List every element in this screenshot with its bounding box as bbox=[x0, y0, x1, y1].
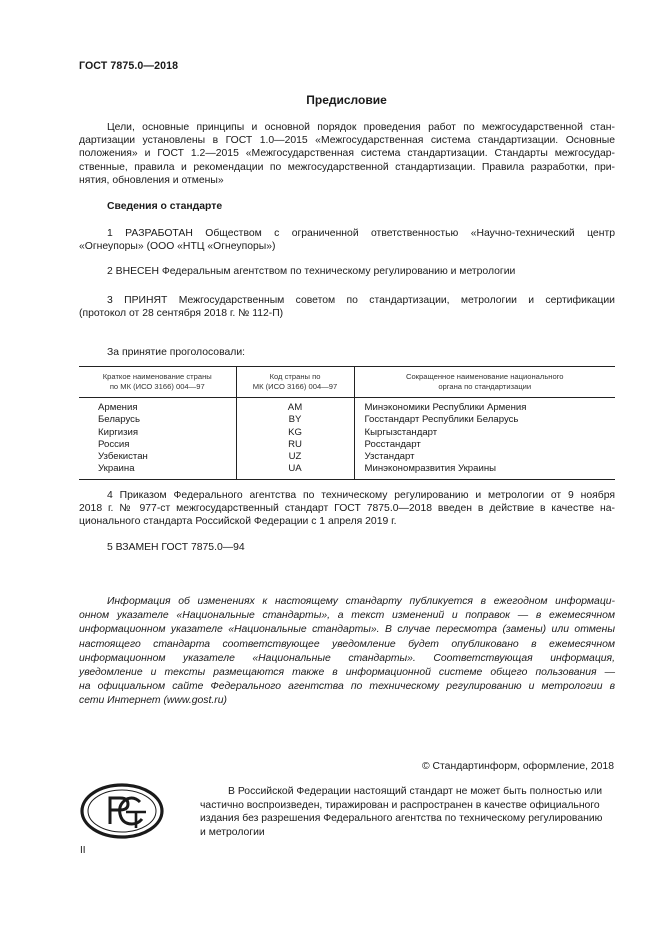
item-introduced: 2 ВНЕСЕН Федеральным агентством по техническому регулированию и метрологии bbox=[107, 266, 516, 277]
rst-seal-icon bbox=[80, 782, 164, 840]
table-row bbox=[79, 427, 615, 439]
country-cell: Россия bbox=[98, 438, 130, 450]
text-line: нятия, обновления и отмены» bbox=[79, 174, 224, 186]
text-line: «Огнеупоры» (ООО «НТЦ «Огнеупоры») bbox=[79, 241, 276, 253]
item-order bbox=[79, 489, 615, 529]
text-line: настоящего стандарта соответствующее уведомление будет опубликовано в ежемесячном bbox=[79, 638, 615, 650]
text-line: 4 Приказом Федерального агентства по техническому регулированию и метрологии от 9 ноября bbox=[107, 490, 615, 501]
page-title: Предисловие bbox=[306, 93, 387, 107]
body-cell: Кыргызстандарт bbox=[354, 427, 615, 439]
text-line: 1 РАЗРАБОТАН Обществом с ограниченной ответственностью «Научно-технический центр bbox=[107, 228, 615, 239]
column-header-country: Краткое наименование страны по МК (ИСО 3166) 004—97 bbox=[79, 367, 236, 398]
country-cell: Украина bbox=[79, 463, 236, 479]
country-cell: Армения bbox=[98, 402, 138, 413]
voted-label: За принятие проголосовали: bbox=[107, 347, 246, 358]
code-cell: KG bbox=[236, 427, 354, 439]
page-number: II bbox=[80, 845, 86, 856]
body-cell: Минэкономики Республики Армения bbox=[354, 398, 615, 415]
table-row bbox=[79, 414, 615, 426]
table-row bbox=[79, 439, 615, 451]
table-row bbox=[79, 398, 615, 415]
text-line: на официальном сайте Федерального агентства по техническому регулированию и метрологии в bbox=[79, 681, 615, 693]
voting-states-table bbox=[79, 366, 615, 480]
table-row bbox=[79, 463, 615, 479]
text-line: 2018 г. № 977-ст межгосударственный стандарт ГОСТ 7875.0—2018 введен в действие в качестве на- bbox=[79, 503, 615, 515]
text-line: издания без разрешения Федерального агентства по техническому регулированию bbox=[200, 813, 603, 825]
body-cell: Росстандарт bbox=[354, 439, 615, 451]
text-line: онном указателе «Национальные стандарты», а текст изменений и поправок — в ежемесячном bbox=[79, 610, 615, 622]
country-cell: Беларусь bbox=[98, 414, 140, 426]
item-replaced: 5 ВЗАМЕН ГОСТ 7875.0—94 bbox=[107, 542, 245, 553]
country-cell: Узбекистан bbox=[98, 451, 148, 463]
document-code: ГОСТ 7875.0—2018 bbox=[79, 60, 179, 72]
intro-paragraph bbox=[79, 121, 615, 187]
text-line: информационном указателе «Национальные стандарты». В случае пересмотра (замены) или отмены bbox=[79, 624, 615, 636]
table-header-row bbox=[79, 367, 615, 398]
text-line: ственные, правила и рекомендации по межгосударственной стандартизации. Правила разработки, при- bbox=[79, 161, 615, 173]
text-line: ционального стандарта Российской Федерации с 1 апреля 2019 г. bbox=[79, 516, 397, 528]
section-subheading: Сведения о стандарте bbox=[107, 201, 223, 212]
body-cell: Узстандарт bbox=[354, 451, 615, 463]
item-developed bbox=[79, 227, 615, 253]
body-cell: Госстандарт Республики Беларусь bbox=[354, 414, 615, 426]
text-line: частично воспроизведен, тиражирован и распространен в качестве официального bbox=[200, 799, 600, 811]
text-line: уведомление и тексты размещаются также в информационной системе общего пользования — bbox=[79, 667, 615, 679]
reproduction-notice bbox=[200, 785, 615, 839]
info-paragraph bbox=[79, 595, 615, 709]
text-line: Цели, основные принципы и основной порядок проведения работ по межгосударственной стан- bbox=[107, 122, 615, 133]
code-cell: AM bbox=[236, 398, 354, 415]
country-cell: Киргизия bbox=[98, 426, 139, 438]
copyright-line: © Стандартинформ, оформление, 2018 bbox=[421, 761, 614, 772]
text-line: информационном указателе «Национальные стандарты». Соответствующая информация, bbox=[79, 652, 615, 664]
text-line: (протокол от 28 сентября 2018 г. № 112-П) bbox=[79, 308, 284, 320]
text-line: Информация об изменениях к настоящему стандарту публикуется в ежегодном информаци- bbox=[107, 596, 615, 607]
column-header-body: Сокращенное наименование национального органа по стандартизации bbox=[354, 367, 615, 398]
body-cell: Минэкономразвития Украины bbox=[354, 463, 615, 479]
column-header-code: Код страны по МК (ИСО 3166) 004—97 bbox=[236, 367, 354, 398]
table-row bbox=[79, 451, 615, 463]
text-line: дартизации установлены в ГОСТ 1.0—2015 «Межгосударственная система стандартизации. Основные bbox=[79, 135, 615, 147]
code-cell: BY bbox=[236, 414, 354, 426]
text-line: и метрологии bbox=[200, 826, 265, 838]
code-cell: RU bbox=[236, 439, 354, 451]
text-line: положения» и ГОСТ 1.2—2015 «Межгосударственная система стандартизации. Стандарты межгосудар- bbox=[79, 148, 615, 160]
item-adopted bbox=[79, 294, 615, 320]
code-cell: UA bbox=[236, 463, 354, 479]
text-line: В Российской Федерации настоящий стандарт не может быть полностью или bbox=[228, 786, 603, 797]
text-line: 3 ПРИНЯТ Межгосударственным советом по стандартизации, метрологии и сертификации bbox=[107, 295, 615, 306]
text-line: сети Интернет (www.gost.ru) bbox=[79, 695, 227, 707]
code-cell: UZ bbox=[236, 451, 354, 463]
